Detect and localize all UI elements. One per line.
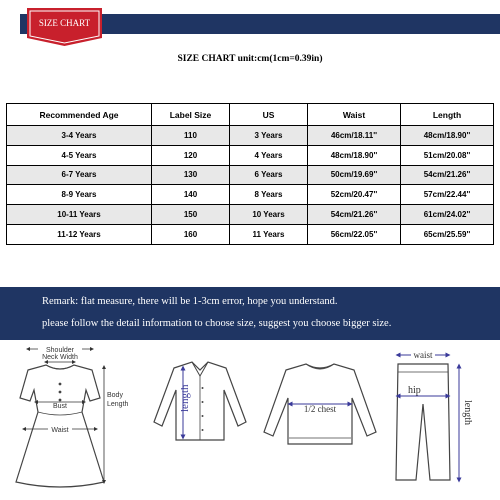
table-row xyxy=(7,126,494,146)
cell-length: 61cm/24.02'' xyxy=(401,205,494,225)
header-us: US xyxy=(230,104,308,126)
cell-length: 51cm/20.08'' xyxy=(401,145,494,165)
cell-length: 57cm/22.44'' xyxy=(401,185,494,205)
cell-waist: 56cm/22.05'' xyxy=(308,224,401,244)
cell-age: 3-4 Years xyxy=(7,126,152,146)
table-row xyxy=(7,205,494,225)
cell-label-size: 120 xyxy=(152,145,230,165)
hip-label: hip xyxy=(408,385,421,396)
cell-waist: 50cm/19.69'' xyxy=(308,165,401,185)
header-length: Length xyxy=(401,104,494,126)
sweater-diagram xyxy=(264,364,376,444)
cell-length: 54cm/21.26'' xyxy=(401,165,494,185)
size-table xyxy=(6,103,494,245)
cell-label-size: 160 xyxy=(152,224,230,244)
shoulder-label: Shoulder xyxy=(45,347,75,354)
cell-age: 11-12 Years xyxy=(7,224,152,244)
header-waist: Waist xyxy=(308,104,401,126)
cell-label-size: 110 xyxy=(152,126,230,146)
table-row xyxy=(7,165,494,185)
cell-label-size: 140 xyxy=(152,185,230,205)
pants-waist-label: waist xyxy=(413,350,433,360)
cell-us: 3 Years xyxy=(230,126,308,146)
remark-banner xyxy=(0,287,500,340)
table-row xyxy=(7,224,494,244)
cell-waist: 54cm/21.26'' xyxy=(308,205,401,225)
cell-label-size: 130 xyxy=(152,165,230,185)
cell-us: 10 Years xyxy=(230,205,308,225)
cell-us: 11 Years xyxy=(230,224,308,244)
table-row xyxy=(7,145,494,165)
cell-us: 4 Years xyxy=(230,145,308,165)
bust-label: Bust xyxy=(52,403,68,410)
shirt-length-label: length xyxy=(179,384,191,412)
pants-diagram xyxy=(396,349,473,480)
waist-label: Waist xyxy=(51,427,69,434)
remark-line-1: Remark: flat measure, there will be 1-3cm error, hope you understand. xyxy=(42,296,338,307)
table-row xyxy=(7,185,494,205)
remark-line-2: please follow the detail information to choose size, suggest you choose bigger size. xyxy=(42,318,392,329)
neck-width-label: Neck Width xyxy=(42,354,78,361)
cell-length: 48cm/18.90'' xyxy=(401,126,494,146)
cell-age: 6-7 Years xyxy=(7,165,152,185)
cell-age: 10-11 Years xyxy=(7,205,152,225)
cell-length: 65cm/25.59'' xyxy=(401,224,494,244)
table-header-row xyxy=(7,104,494,126)
length-label: Length xyxy=(107,401,129,408)
measurement-diagrams xyxy=(0,340,500,500)
header-recommended-age: Recommended Age xyxy=(7,104,152,126)
cell-label-size: 150 xyxy=(152,205,230,225)
size-chart-badge: SIZE CHART xyxy=(38,18,91,28)
body-label: Body xyxy=(107,392,123,399)
shirt-diagram xyxy=(154,362,246,440)
chart-title: SIZE CHART unit:cm(1cm=0.39in) xyxy=(177,54,323,64)
cell-us: 8 Years xyxy=(230,185,308,205)
header-label-size: Label Size xyxy=(152,104,230,126)
cell-age: 8-9 Years xyxy=(7,185,152,205)
dress-diagram xyxy=(16,344,129,487)
cell-waist: 52cm/20.47'' xyxy=(308,185,401,205)
cell-waist: 48cm/18.90'' xyxy=(308,145,401,165)
cell-us: 6 Years xyxy=(230,165,308,185)
pants-length-label: length xyxy=(462,400,473,425)
chest-label: 1/2 chest xyxy=(303,404,337,414)
cell-waist: 46cm/18.11'' xyxy=(308,126,401,146)
cell-age: 4-5 Years xyxy=(7,145,152,165)
